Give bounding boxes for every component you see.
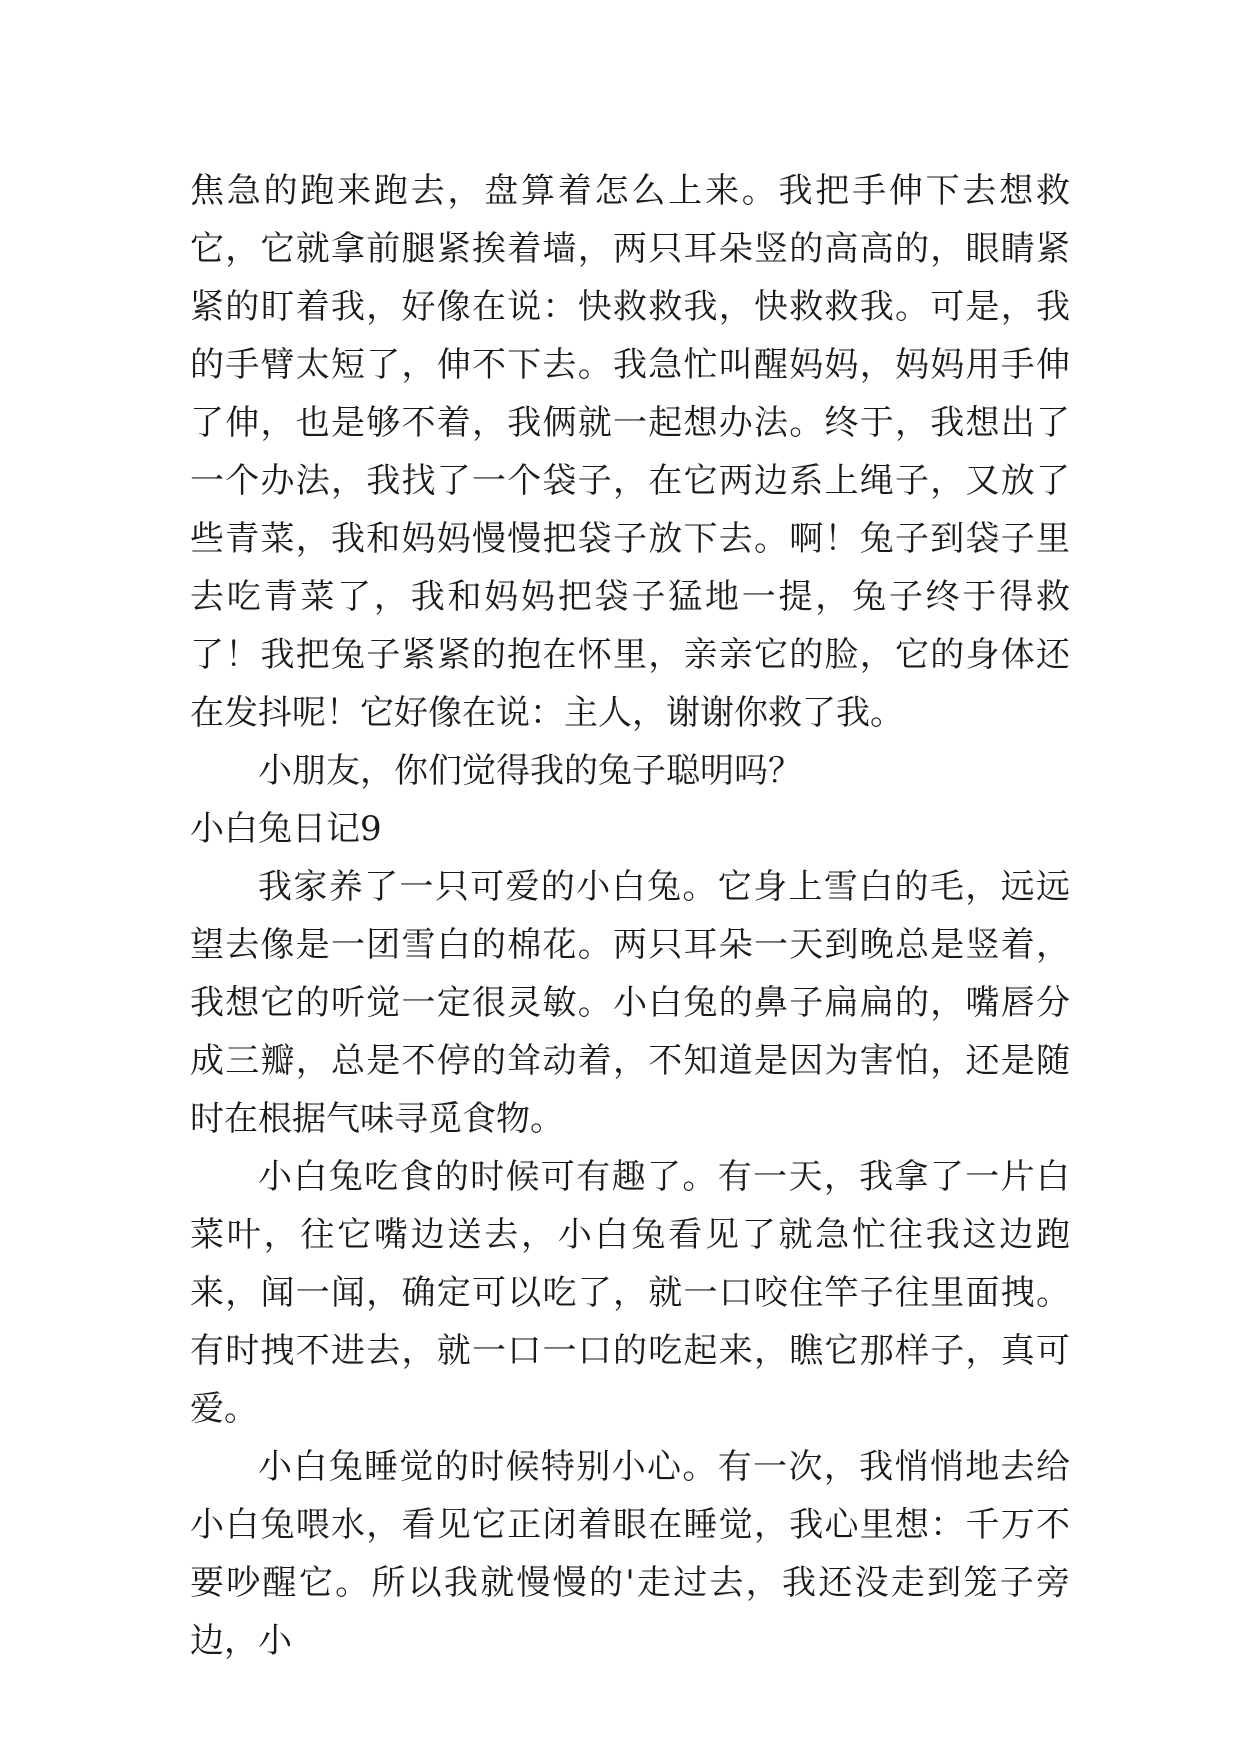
paragraph-question: 小朋友，你们觉得我的兔子聪明吗？ (258, 751, 802, 791)
paragraph-eating: 小白兔吃食的时候可有趣了。有一天，我拿了一片白菜叶，往它嘴边送去，小白兔看见了就急忙往我这边跑来，闻一闻，确定可以吃了，就一口咬住竿子往里面拽。有时拽不进去，就一口一口的吃起来，瞧它那样子，真可爱。 (190, 1157, 1070, 1429)
document-body (190, 162, 1070, 1670)
paragraph-appearance: 我家养了一只可爱的小白兔。它身上雪白的毛，远远望去像是一团雪白的棉花。两只耳朵一天到晚总是竖着，我想它的听觉一定很灵敏。小白兔的鼻子扁扁的，嘴唇分成三瓣，总是不停的耸动着，不知道是因为害怕，还是随时在根据气味寻觅食物。 (190, 867, 1070, 1139)
section-heading: 小白兔日记9 (190, 809, 382, 849)
paragraph-rescue-story: 焦急的跑来跑去，盘算着怎么上来。我把手伸下去想救它，它就拿前腿紧挨着墙，两只耳朵竖的高高的，眼睛紧紧的盯着我，好像在说：快救救我，快救救我。可是，我的手臂太短了，伸不下去。我急忙叫醒妈妈，妈妈用手伸了伸，也是够不着，我俩就一起想办法。终于，我想出了一个办法，我找了一个袋子，在它两边系上绳子，又放了些青菜，我和妈妈慢慢把袋子放下去。啊！兔子到袋子里去吃青菜了，我和妈妈把袋子猛地一提，兔子终于得救了！我把兔子紧紧的抱在怀里，亲亲它的脸，它的身体还在发抖呢！它好像在说：主人，谢谢你救了我。 (190, 171, 1070, 733)
paragraph-sleeping: 小白兔睡觉的时候特别小心。有一次，我悄悄地去给小白兔喂水，看见它正闭着眼在睡觉，我心里想：千万不要吵醒它。所以我就慢慢的'走过去，我还没走到笼子旁边，小 (190, 1447, 1070, 1661)
